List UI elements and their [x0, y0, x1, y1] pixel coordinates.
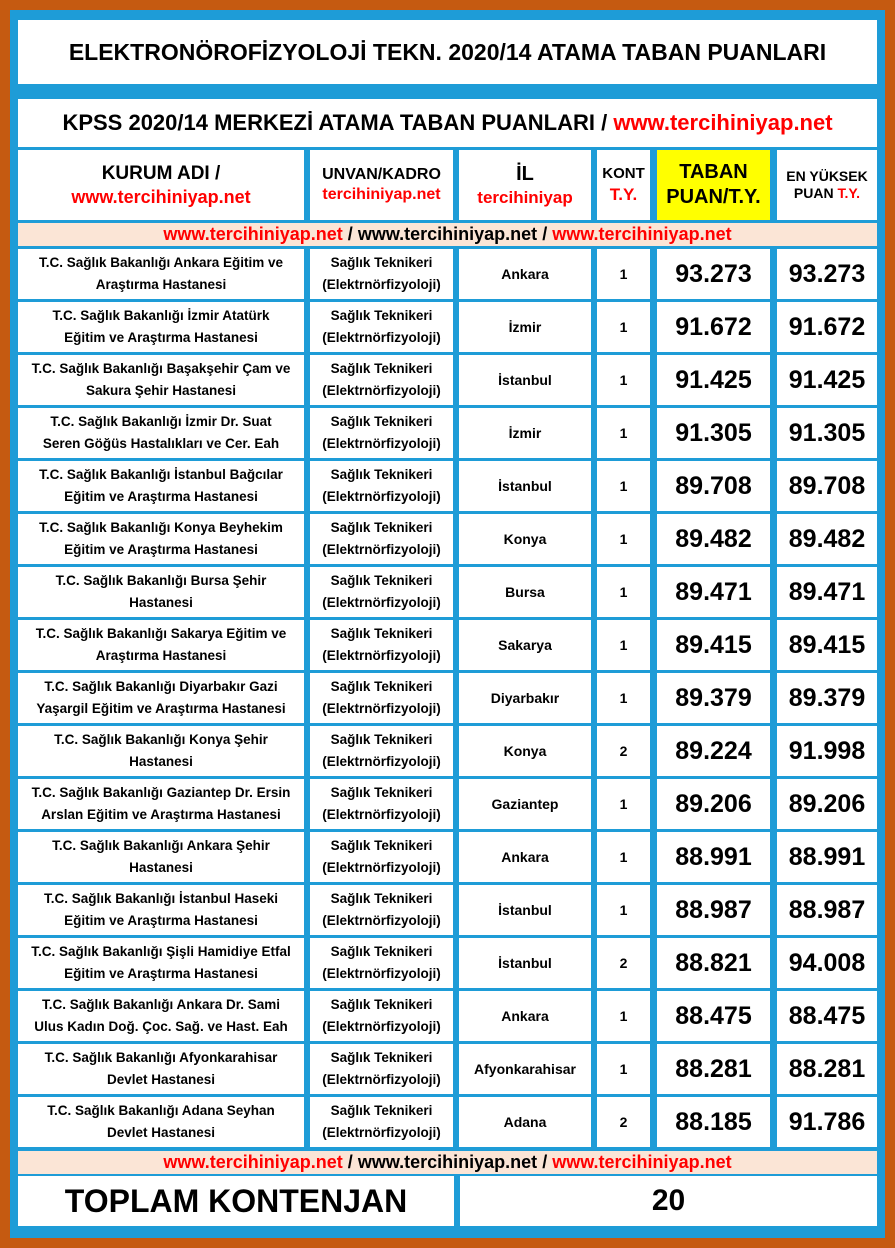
header-unvan: [310, 150, 453, 220]
kont-cell: 2: [597, 1097, 650, 1147]
page-subtitle: [18, 99, 877, 147]
kurum-line-2: Seren Göğüs Hastalıkları ve Cer. Eah: [42, 436, 280, 451]
il-cell: Diyarbakır: [459, 673, 591, 723]
kurum-line-1: T.C. Sağlık Bakanlığı Ankara Dr. Sami: [41, 997, 281, 1013]
il-cell: Afyonkarahisar: [459, 1044, 591, 1094]
il-cell: Gaziantep: [459, 779, 591, 829]
band-sep-2: /: [537, 1152, 553, 1172]
unvan-cell: [310, 673, 453, 723]
en-yuksek-puan-cell: 91.786: [777, 1097, 877, 1147]
kurum-line-1: T.C. Sağlık Bakanlığı Diyarbakır Gazi: [44, 679, 278, 695]
unvan-cell: [310, 938, 453, 988]
il-cell: İstanbul: [459, 461, 591, 511]
header-unvan-site: tercihiniyap.net: [322, 186, 441, 203]
unvan-cell: [310, 514, 453, 564]
unvan-cell: [310, 249, 453, 299]
taban-puan-cell: 89.206: [657, 779, 770, 829]
unvan-line-2: (Elektrnörfizyoloji): [322, 966, 441, 981]
kurum-line-1: T.C. Sağlık Bakanlığı Afyonkarahisar: [44, 1050, 278, 1066]
unvan-line-2: (Elektrnörfizyoloji): [322, 1072, 441, 1087]
unvan-cell: [310, 1044, 453, 1094]
header-il: [459, 150, 591, 220]
en-yuksek-puan-cell: 91.998: [777, 726, 877, 776]
header-enyuksek-label1: EN YÜKSEK: [786, 167, 868, 184]
unvan-line-1: Sağlık Teknikeri: [330, 785, 433, 801]
kurum-cell: [18, 567, 304, 617]
total-value: 20: [460, 1176, 877, 1226]
unvan-line-1: Sağlık Teknikeri: [330, 732, 433, 748]
taban-puan-cell: 89.415: [657, 620, 770, 670]
kurum-line-1: T.C. Sağlık Bakanlığı Bursa Şehir: [55, 573, 267, 589]
taban-puan-cell: 91.305: [657, 408, 770, 458]
kurum-cell: [18, 1097, 304, 1147]
unvan-line-1: Sağlık Teknikeri: [330, 997, 433, 1013]
unvan-line-2: (Elektrnörfizyoloji): [322, 754, 441, 769]
kurum-line-2: Araştırma Hastanesi: [95, 277, 227, 292]
taban-puan-cell: 93.273: [657, 249, 770, 299]
il-cell: İzmir: [459, 408, 591, 458]
unvan-line-2: (Elektrnörfizyoloji): [322, 595, 441, 610]
subtitle-text: KPSS 2020/14 MERKEZİ ATAMA TABAN PUANLARI /: [62, 110, 614, 135]
page-inner: [10, 10, 885, 1238]
kurum-line-1: T.C. Sağlık Bakanlığı Başakşehir Çam ve: [31, 361, 291, 377]
band-site-2: www.tercihiniyap.net: [357, 1152, 538, 1172]
band-sep-2: /: [537, 224, 553, 244]
header-il-site: tercihiniyap: [477, 187, 573, 207]
kurum-line-2: Devlet Hastanesi: [106, 1072, 216, 1087]
il-cell: Ankara: [459, 249, 591, 299]
en-yuksek-puan-cell: 88.281: [777, 1044, 877, 1094]
taban-puan-cell: 89.471: [657, 567, 770, 617]
kont-cell: 1: [597, 991, 650, 1041]
header-kurum-label: KURUM ADI /: [101, 162, 221, 184]
kurum-line-1: T.C. Sağlık Bakanlığı Şişli Hamidiye Etfal: [31, 944, 291, 960]
kurum-cell: [18, 249, 304, 299]
kurum-cell: [18, 938, 304, 988]
kont-cell: 1: [597, 461, 650, 511]
taban-puan-cell: 89.224: [657, 726, 770, 776]
taban-puan-cell: 88.185: [657, 1097, 770, 1147]
unvan-line-2: (Elektrnörfizyoloji): [322, 436, 441, 451]
il-cell: Konya: [459, 726, 591, 776]
unvan-line-2: (Elektrnörfizyoloji): [322, 1019, 441, 1034]
il-cell: İstanbul: [459, 938, 591, 988]
kont-cell: 2: [597, 726, 650, 776]
unvan-cell: [310, 461, 453, 511]
il-cell: İzmir: [459, 302, 591, 352]
en-yuksek-puan-cell: 89.482: [777, 514, 877, 564]
unvan-cell: [310, 620, 453, 670]
en-yuksek-puan-cell: 91.425: [777, 355, 877, 405]
en-yuksek-puan-cell: 89.708: [777, 461, 877, 511]
kurum-line-1: T.C. Sağlık Bakanlığı Sakarya Eğitim ve: [35, 626, 287, 642]
band-site-2: www.tercihiniyap.net: [357, 224, 538, 244]
il-cell: Adana: [459, 1097, 591, 1147]
taban-puan-cell: 88.987: [657, 885, 770, 935]
unvan-line-2: (Elektrnörfizyoloji): [322, 383, 441, 398]
kurum-line-2: Hastanesi: [129, 595, 193, 610]
unvan-line-1: Sağlık Teknikeri: [330, 414, 433, 430]
unvan-line-1: Sağlık Teknikeri: [330, 467, 433, 483]
unvan-cell: [310, 779, 453, 829]
kont-cell: 1: [597, 302, 650, 352]
en-yuksek-puan-cell: 89.415: [777, 620, 877, 670]
band-site-1: www.tercihiniyap.net: [163, 1152, 343, 1172]
unvan-line-2: (Elektrnörfizyoloji): [322, 542, 441, 557]
kurum-cell: [18, 673, 304, 723]
kont-cell: 1: [597, 885, 650, 935]
kurum-line-1: T.C. Sağlık Bakanlığı Adana Seyhan: [47, 1103, 275, 1119]
unvan-line-2: (Elektrnörfizyoloji): [322, 648, 441, 663]
en-yuksek-puan-cell: 88.991: [777, 832, 877, 882]
kurum-line-1: T.C. Sağlık Bakanlığı İstanbul Bağcılar: [39, 467, 283, 483]
unvan-cell: [310, 355, 453, 405]
kurum-cell: [18, 514, 304, 564]
site-band-top: [18, 223, 877, 246]
unvan-line-2: (Elektrnörfizyoloji): [322, 330, 441, 345]
kont-cell: 2: [597, 938, 650, 988]
kurum-cell: [18, 302, 304, 352]
kurum-line-2: Eğitim ve Araştırma Hastanesi: [64, 966, 258, 981]
kont-cell: 1: [597, 779, 650, 829]
unvan-line-1: Sağlık Teknikeri: [330, 308, 433, 324]
kurum-line-2: Ulus Kadın Doğ. Çoc. Sağ. ve Hast. Eah: [34, 1019, 288, 1034]
kont-cell: 1: [597, 408, 650, 458]
unvan-line-2: (Elektrnörfizyoloji): [322, 277, 441, 292]
kont-cell: 1: [597, 673, 650, 723]
kont-cell: 1: [597, 567, 650, 617]
unvan-line-2: (Elektrnörfizyoloji): [322, 807, 441, 822]
kurum-line-2: Araştırma Hastanesi: [95, 648, 227, 663]
unvan-line-1: Sağlık Teknikeri: [330, 944, 433, 960]
taban-puan-cell: 89.708: [657, 461, 770, 511]
en-yuksek-puan-cell: 94.008: [777, 938, 877, 988]
header-kont-label: KONT: [602, 165, 645, 182]
en-yuksek-puan-cell: 89.379: [777, 673, 877, 723]
header-taban: [657, 150, 770, 220]
header-enyuksek-ty: T.Y.: [837, 185, 861, 201]
header-taban-label1: TABAN: [679, 161, 748, 183]
kont-cell: 1: [597, 249, 650, 299]
unvan-line-2: (Elektrnörfizyoloji): [322, 701, 441, 716]
kurum-line-1: T.C. Sağlık Bakanlığı Gaziantep Dr. Ersin: [31, 785, 291, 801]
il-cell: Bursa: [459, 567, 591, 617]
unvan-cell: [310, 567, 453, 617]
page-title: ELEKTRONÖROFİZYOLOJİ TEKN. 2020/14 ATAMA TABAN PUANLARI: [18, 20, 877, 84]
subtitle-site: www.tercihiniyap.net: [613, 110, 833, 135]
il-cell: İstanbul: [459, 355, 591, 405]
il-cell: Sakarya: [459, 620, 591, 670]
kurum-line-1: T.C. Sağlık Bakanlığı İstanbul Haseki: [43, 891, 279, 907]
unvan-line-2: (Elektrnörfizyoloji): [322, 913, 441, 928]
header-unvan-label: UNVAN/KADRO: [322, 166, 441, 183]
header-taban-label2: PUAN/T.Y.: [666, 186, 761, 208]
kurum-line-1: T.C. Sağlık Bakanlığı Ankara Eğitim ve: [38, 255, 284, 271]
unvan-line-2: (Elektrnörfizyoloji): [322, 489, 441, 504]
en-yuksek-puan-cell: 88.475: [777, 991, 877, 1041]
kurum-cell: [18, 620, 304, 670]
en-yuksek-puan-cell: 91.672: [777, 302, 877, 352]
unvan-line-1: Sağlık Teknikeri: [330, 255, 433, 271]
en-yuksek-puan-cell: 89.206: [777, 779, 877, 829]
band-site-3: www.tercihiniyap.net: [552, 1152, 732, 1172]
en-yuksek-puan-cell: 89.471: [777, 567, 877, 617]
kurum-line-2: Eğitim ve Araştırma Hastanesi: [64, 489, 258, 504]
kurum-line-1: T.C. Sağlık Bakanlığı Konya Beyhekim: [39, 520, 283, 536]
band-sep-1: /: [342, 1152, 358, 1172]
unvan-line-1: Sağlık Teknikeri: [330, 520, 433, 536]
header-kont: [597, 150, 650, 220]
taban-puan-cell: 88.821: [657, 938, 770, 988]
taban-puan-cell: 88.475: [657, 991, 770, 1041]
header-kurum-site: www.tercihiniyap.net: [71, 186, 251, 207]
taban-puan-cell: 89.482: [657, 514, 770, 564]
kurum-cell: [18, 726, 304, 776]
total-label: TOPLAM KONTENJAN: [18, 1176, 454, 1226]
il-cell: Ankara: [459, 991, 591, 1041]
header-enyuksek: [777, 150, 877, 220]
kurum-cell: [18, 1044, 304, 1094]
taban-puan-cell: 91.672: [657, 302, 770, 352]
unvan-cell: [310, 832, 453, 882]
unvan-line-1: Sağlık Teknikeri: [330, 573, 433, 589]
il-cell: Konya: [459, 514, 591, 564]
kont-cell: 1: [597, 1044, 650, 1094]
kurum-line-1: T.C. Sağlık Bakanlığı Konya Şehir: [54, 732, 268, 748]
il-cell: Ankara: [459, 832, 591, 882]
band-sep-1: /: [342, 224, 358, 244]
unvan-line-1: Sağlık Teknikeri: [330, 1050, 433, 1066]
taban-puan-cell: 91.425: [657, 355, 770, 405]
en-yuksek-puan-cell: 93.273: [777, 249, 877, 299]
unvan-cell: [310, 302, 453, 352]
kurum-cell: [18, 885, 304, 935]
taban-puan-cell: 88.991: [657, 832, 770, 882]
kurum-line-2: Hastanesi: [129, 754, 193, 769]
site-band-bottom: [18, 1151, 877, 1174]
en-yuksek-puan-cell: 91.305: [777, 408, 877, 458]
kurum-line-2: Eğitim ve Araştırma Hastanesi: [64, 913, 258, 928]
kont-cell: 1: [597, 832, 650, 882]
unvan-line-1: Sağlık Teknikeri: [330, 838, 433, 854]
unvan-cell: [310, 885, 453, 935]
kurum-line-2: Devlet Hastanesi: [106, 1125, 216, 1140]
header-il-label: İL: [516, 162, 534, 185]
header-kurum: [18, 150, 304, 220]
unvan-cell: [310, 408, 453, 458]
unvan-line-1: Sağlık Teknikeri: [330, 679, 433, 695]
kurum-cell: [18, 355, 304, 405]
unvan-line-1: Sağlık Teknikeri: [330, 361, 433, 377]
kont-cell: 1: [597, 355, 650, 405]
band-site-3: www.tercihiniyap.net: [552, 224, 732, 244]
taban-puan-cell: 88.281: [657, 1044, 770, 1094]
kurum-line-2: Arslan Eğitim ve Araştırma Hastanesi: [41, 807, 281, 822]
kurum-line-1: T.C. Sağlık Bakanlığı İzmir Atatürk: [52, 308, 270, 324]
unvan-line-1: Sağlık Teknikeri: [330, 1103, 433, 1119]
kont-cell: 1: [597, 514, 650, 564]
il-cell: İstanbul: [459, 885, 591, 935]
header-enyuksek-label2: [794, 185, 860, 203]
kurum-line-2: Yaşargil Eğitim ve Araştırma Hastanesi: [36, 701, 286, 716]
kont-cell: 1: [597, 620, 650, 670]
unvan-line-1: Sağlık Teknikeri: [330, 626, 433, 642]
kurum-cell: [18, 779, 304, 829]
en-yuksek-puan-cell: 88.987: [777, 885, 877, 935]
unvan-line-1: Sağlık Teknikeri: [330, 891, 433, 907]
kurum-line-2: Eğitim ve Araştırma Hastanesi: [64, 542, 258, 557]
unvan-line-2: (Elektrnörfizyoloji): [322, 1125, 441, 1140]
unvan-cell: [310, 991, 453, 1041]
header-enyuksek-puan: PUAN: [793, 185, 838, 201]
kurum-line-1: T.C. Sağlık Bakanlığı Ankara Şehir: [52, 838, 270, 854]
unvan-cell: [310, 1097, 453, 1147]
kurum-line-2: Sakura Şehir Hastanesi: [85, 383, 237, 398]
band-site-1: www.tercihiniyap.net: [163, 224, 343, 244]
kurum-cell: [18, 832, 304, 882]
kurum-cell: [18, 408, 304, 458]
taban-puan-cell: 89.379: [657, 673, 770, 723]
kurum-cell: [18, 461, 304, 511]
unvan-cell: [310, 726, 453, 776]
kurum-line-2: Hastanesi: [129, 860, 193, 875]
kurum-line-2: Eğitim ve Araştırma Hastanesi: [64, 330, 258, 345]
kurum-cell: [18, 991, 304, 1041]
kurum-line-1: T.C. Sağlık Bakanlığı İzmir Dr. Suat: [50, 414, 272, 430]
header-kont-ty: T.Y.: [609, 184, 638, 204]
unvan-line-2: (Elektrnörfizyoloji): [322, 860, 441, 875]
